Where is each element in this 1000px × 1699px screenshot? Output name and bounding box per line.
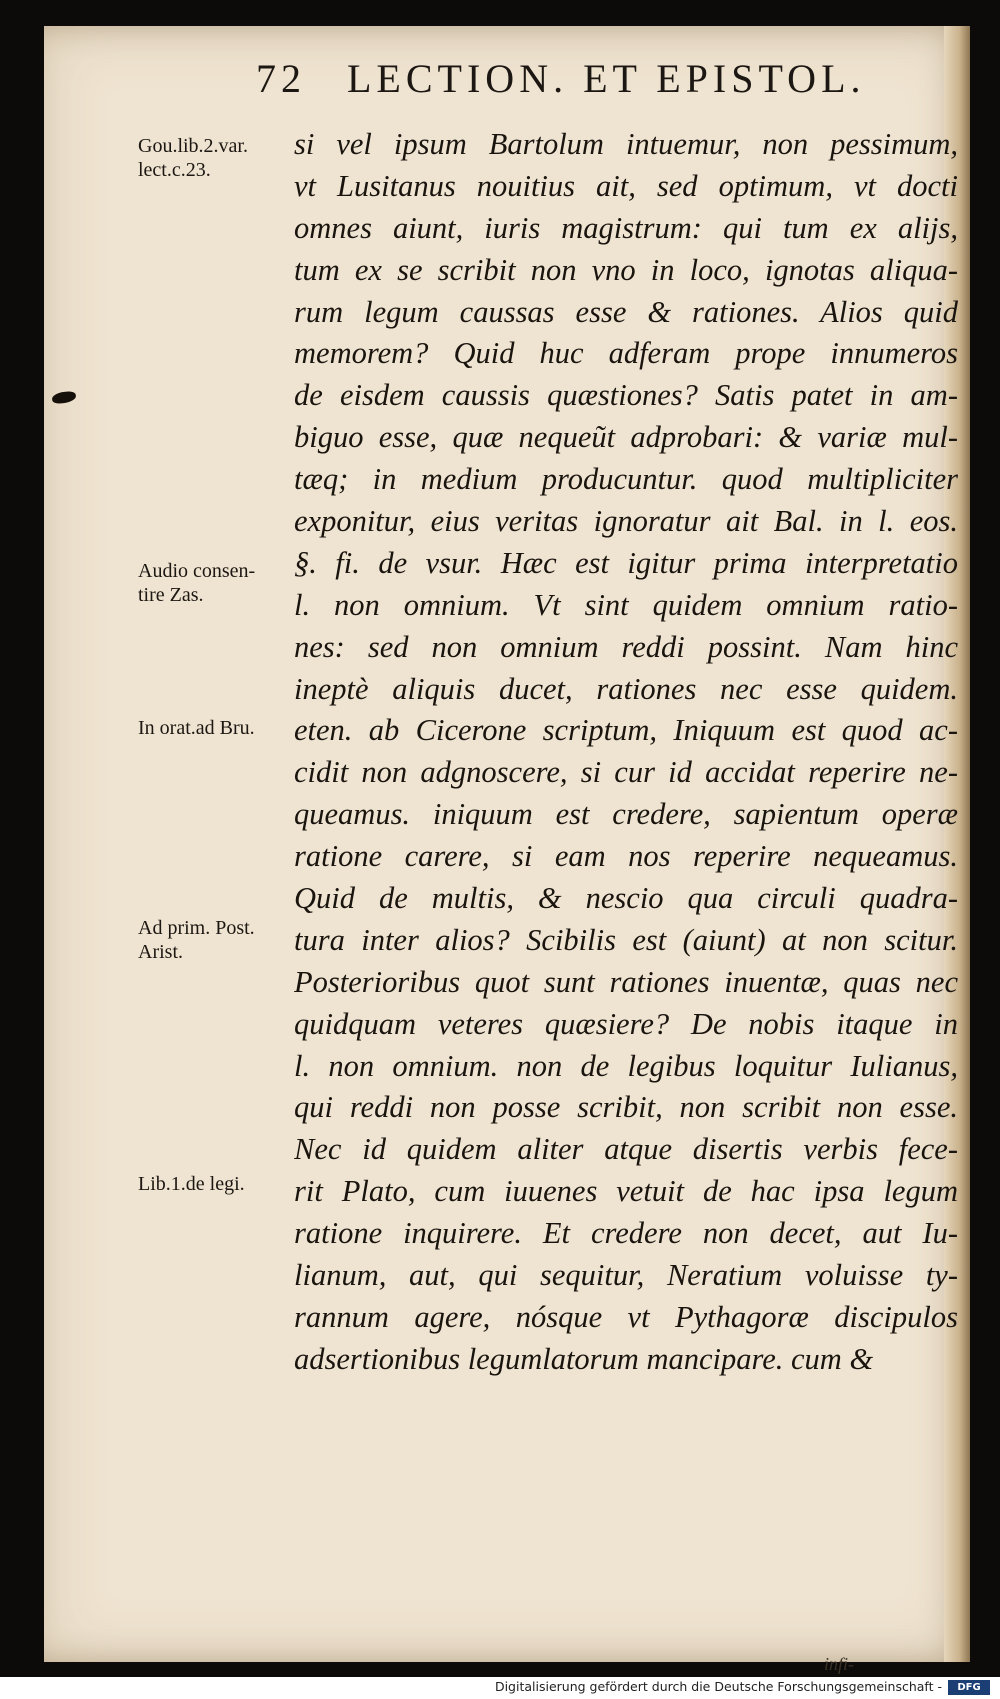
margin-note bbox=[138, 134, 248, 182]
text-line: cidit non adgnoscere, si cur id accidat reperire ne- bbox=[294, 755, 958, 790]
text-line: tum ex se scribit non vno in loco, ignotas aliqua- bbox=[294, 252, 958, 287]
text-line: queamus. iniquum est credere, sapientum operæ bbox=[294, 797, 958, 832]
running-head bbox=[256, 55, 906, 102]
text-line: qui reddi non posse scribit, non scribit non esse. bbox=[294, 1090, 958, 1125]
margin-note bbox=[138, 1172, 245, 1196]
text-line: Quid de multis, & nescio qua circuli quadra- bbox=[294, 881, 958, 916]
text-line: ratione carere, si eam nos reperire nequeamus. bbox=[294, 839, 958, 874]
text-line: adsertionibus legumlatorum mancipare. cum & bbox=[294, 1341, 874, 1376]
running-title: LECTION. ET EPISTOL. bbox=[347, 56, 866, 101]
text-line: memorem? Quid huc adferam prope innumeros bbox=[294, 336, 958, 371]
page-number: 72 bbox=[256, 56, 306, 101]
margin-note-text: Audio consen- tire Zas. bbox=[138, 560, 256, 606]
margin-note bbox=[138, 716, 255, 740]
text-line: Posterioribus quot sunt rationes inuentæ, quas nec bbox=[294, 964, 958, 999]
text-line: quidquam veteres quæsiere? De nobis itaque in bbox=[294, 1006, 958, 1041]
funding-notice: Digitalisierung gefördert durch die Deutsche Forschungsgemeinschaft - bbox=[494, 1679, 942, 1694]
text-line: rit Plato, cum iuuenes vetuit de hac ipsa legum bbox=[294, 1174, 958, 1209]
text-line: ineptè aliquis ducet, rationes nec esse quidem. bbox=[294, 671, 958, 706]
text-line: de eisdem caussis quæstiones? Satis patet in am- bbox=[294, 378, 958, 413]
text-line: §. fi. de vsur. Hæc est igitur prima interpretatio bbox=[294, 545, 958, 580]
text-line: Nec id quidem aliter atque disertis verbis fece- bbox=[294, 1132, 958, 1167]
body-text bbox=[294, 124, 958, 1381]
text-line: biguo esse, quæ nequeũt adprobari: & variæ mul- bbox=[294, 420, 958, 455]
text-line: eten. ab Cicerone scriptum, Iniquum est quod ac- bbox=[294, 713, 958, 748]
text-line: ratione inquirere. Et credere non decet, aut Iu- bbox=[294, 1216, 958, 1251]
catchword: infi- bbox=[824, 1654, 854, 1674]
text-line: tæq; in medium producuntur. quod multipliciter bbox=[294, 462, 958, 497]
text-line: tura inter alios? Scibilis est (aiunt) at non scitur. bbox=[294, 922, 958, 957]
text-line: vt Lusitanus nouitius ait, sed optimum, vt docti bbox=[294, 168, 958, 203]
text-line: si vel ipsum Bartolum intuemur, non pessimum, bbox=[294, 127, 958, 161]
text-line: exponitur, eius veritas ignoratur ait Bal. in l. eos. bbox=[294, 504, 958, 539]
margin-note-text: Ad prim. Post. Arist. bbox=[138, 917, 255, 963]
margin-note-text: In orat.ad Bru. bbox=[138, 717, 255, 739]
margin-note-text: Lib.1.de legi. bbox=[138, 1173, 245, 1195]
text-line: nes: sed non omnium reddi possint. Nam hinc bbox=[294, 629, 958, 664]
margin-note-text: Gou.lib.2.var. lect.c.23. bbox=[138, 135, 248, 181]
text-line: omnes aiunt, iuris magistrum: qui tum ex alijs, bbox=[294, 210, 958, 245]
margin-note bbox=[138, 559, 255, 607]
text-line: rum legum caussas esse & rationes. Alios quid bbox=[294, 294, 958, 329]
text-line: lianum, aut, qui sequitur, Neratium voluisse ty- bbox=[294, 1258, 958, 1293]
text-line: rannum agere, nósque vt Pythagoræ discipulos bbox=[294, 1299, 958, 1334]
text-line: l. non omnium. non de legibus loquitur Iulianus, bbox=[294, 1048, 958, 1083]
text-line: l. non omnium. Vt sint quidem omnium ratio- bbox=[294, 587, 958, 622]
footer-bar bbox=[0, 1677, 1000, 1699]
margin-note bbox=[138, 916, 255, 964]
dfg-logo: DFG bbox=[948, 1680, 990, 1695]
